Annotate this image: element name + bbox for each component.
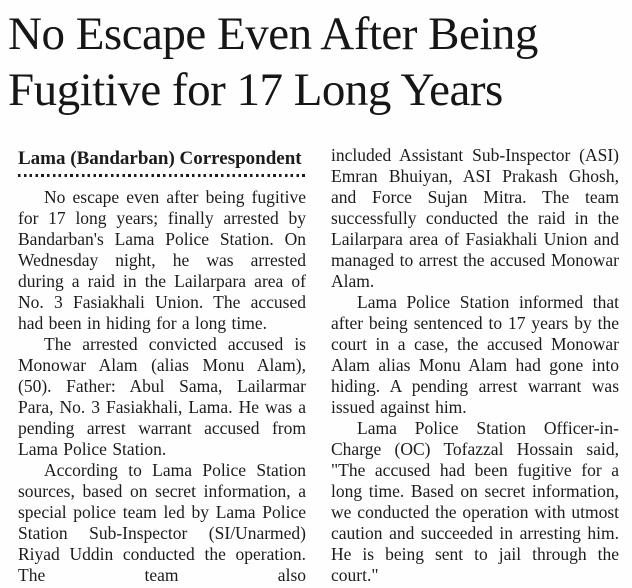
left-column <box>18 135 306 586</box>
byline-block <box>18 135 306 177</box>
paragraph: Lama Police Station Officer-in-Charge (OC) Tofazzal Hossain said, "The accused had been fugitive for a long time. Based on secret information, we conducted the operation with utmost caution and succeeded in arresting him. He is being sent to jail through the court." <box>331 418 619 585</box>
byline: Lama (Bandarban) Correspondent <box>18 148 302 169</box>
article-body <box>0 135 632 586</box>
paragraph: included Assistant Sub-Inspector (ASI) Emran Bhuiyan, ASI Prakash Ghosh, and Force Sujan Mitra. The team successfully conducted the raid in the Lailarpara area of Fasiakhali Union and managed to arrest the accused Monowar Alam. <box>331 145 619 291</box>
paragraph: According to Lama Police Station sources, based on secret information, a special police team led by Lama Police Station Sub-Inspector (SI/Unarmed) Riyad Uddin conducted the operation. The team also <box>18 460 306 585</box>
paragraph: No escape even after being fugitive for 17 long years; finally arrested by Bandarban's Lama Police Station. On Wednesday night, he was arrested during a raid in the Lailarpara area of No. 3 Fasiakhali Union. The accused had been in hiding for a long time. <box>18 187 306 333</box>
byline-dotted-rule <box>18 174 306 177</box>
paragraph: The arrested convicted accused is Monowar Alam (alias Monu Alam), (50). Father: Abul Sama, Lailarmar Para, No. 3 Fasiakhali, Lama. He was a pending arrest warrant accused from Lama Police Station. <box>18 334 306 459</box>
right-column <box>331 135 619 586</box>
article-headline: No Escape Even After Being Fugitive for 17 Long Years <box>8 8 538 116</box>
paragraph: Lama Police Station informed that after being sentenced to 17 years by the court in a case, the accused Monowar Alam alias Monu Alam had gone into hiding. A pending arrest warrant was issued against him. <box>331 292 619 417</box>
